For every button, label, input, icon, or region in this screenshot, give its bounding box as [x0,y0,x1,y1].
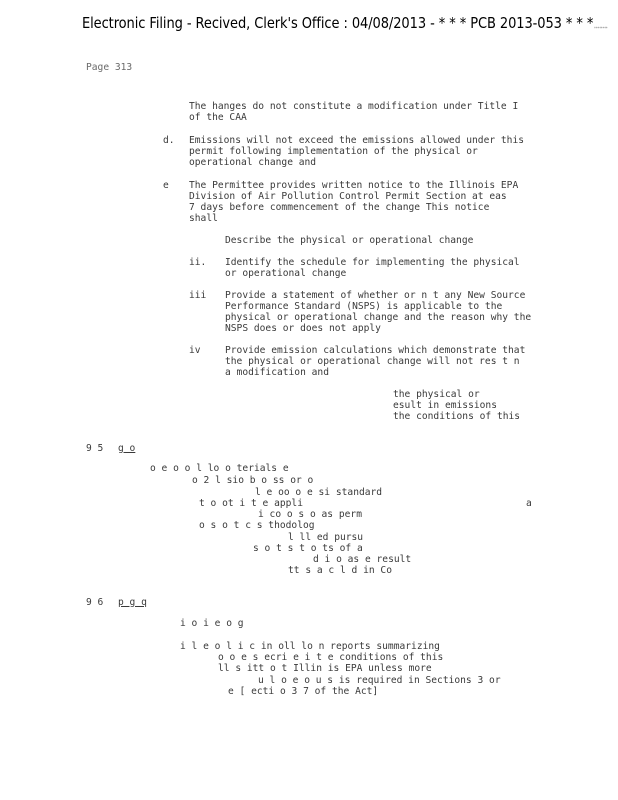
sub-item-iii-line-4: NSPS does or does not apply [225,323,381,334]
section-9-6-number: 9 6 [86,597,104,608]
sub-item-iv-line-1: Provide emission calculations which demonstrate that [225,345,526,356]
sub-item-ii-line-1: Identify the schedule for implementing the physical [225,257,520,268]
sub-item-iv-line-2: the physical or operational change will not res t n [225,356,520,367]
section-9-5-line-10: tt s a c l d in Co [288,565,392,576]
filing-header [82,14,608,32]
section-9-6-line-4: u l o e o u s is required in Sections 3 or [258,675,501,686]
section-9-5-line-6: o s o t c s thodolog [199,520,315,531]
section-9-6-subheading: i o i e o g [180,618,244,629]
section-9-5-line-5: i co o s o as perm [258,509,362,520]
section-9-5-line-1: o e o o l lo o terials e [150,463,289,474]
item-e-line-1: The Permittee provides written notice to the Illinois EPA [189,180,519,191]
section-9-5-line-3: l e oo o e si standard [255,487,383,498]
item-d-line-2: permit following implementation of the physical or [189,146,478,157]
section-9-5-line-7: l ll ed pursu [288,532,364,543]
item-c-line-1: The hanges do not constitute a modification under Title I [189,101,519,112]
section-9-6-line-3: ll s itt o t Illin is EPA unless more [218,663,432,674]
sub-item-ii-line-2: or operational change [225,268,347,279]
section-9-5-line-9: d i o as e result [313,554,412,565]
sub-item-iii-line-1: Provide a statement of whether or n t any New Source [225,290,526,301]
filing-header-text: Electronic Filing - Recived, Clerk's Office : 04/08/2013 - * * * PCB 2013-053 * * * [82,14,594,32]
item-d-line-3: operational change and [189,157,317,168]
section-9-5-number: 9 5 [86,443,104,454]
section-9-5-line-4: t o ot i t e appli [199,498,303,509]
sub-item-ii-marker: ii. [189,257,207,268]
page-label: Page 313 [86,62,133,73]
section-9-5-line-2: o 2 l sio b o ss or o [192,475,314,486]
sub-item-iv-line-3: a modification and [225,367,329,378]
section-9-6-line-2: o o e s ecri e i t e conditions of this [218,652,444,663]
section-9-6-line-5: e [ ecti o 3 7 of the Act] [228,686,379,697]
fragment-line-2: esult in emissions [393,400,497,411]
section-9-5-line-8: s o t s t o ts of a [253,543,363,554]
section-9-6-title: p g q [118,597,147,608]
item-c-line-2: of the CAA [189,112,247,123]
sub-item-iii-marker: iii [189,290,207,301]
item-e-line-4: shall [189,213,218,224]
section-9-5-right-mark: a [526,498,532,509]
sub-item-iv-marker: iv [189,345,201,356]
sub-item-i-line-1: Describe the physical or operational change [225,235,474,246]
section-9-5-title: g o [118,443,136,454]
item-e-line-2: Division of Air Pollution Control Permit Section at eas [189,191,507,202]
item-d-line-1: Emissions will not exceed the emissions allowed under this [189,135,525,146]
sub-item-iii-line-2: Performance Standard (NSPS) is applicable to the [225,301,503,312]
sub-item-iii-line-3: physical or operational change and the reason why the [225,312,532,323]
item-e-marker: e [163,180,169,191]
item-e-line-3: 7 days before commencement of the change This notice [189,202,490,213]
section-9-6-line-1: i l e o l i c in oll lo n reports summarizing [180,641,440,652]
fragment-line-1: the physical or [393,389,480,400]
fragment-line-3: the conditions of this [393,411,521,422]
filing-stamp-mark: ******** [594,26,608,31]
item-d-marker: d. [163,135,175,146]
